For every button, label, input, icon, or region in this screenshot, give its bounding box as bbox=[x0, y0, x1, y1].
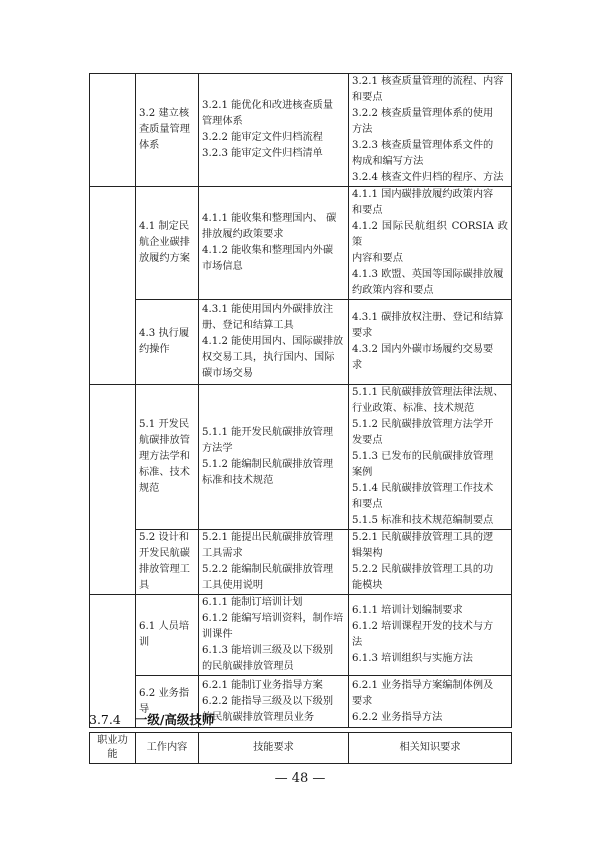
knowledge-cell: 4.1.1 国内碳排放履约政策内容 和要点 4.1.2 国际民航组织 CORSIA 政策 内容和要点 4.1.3 欧盟、英国等国际碳排放履 约政策内容和要点 bbox=[349, 187, 512, 300]
table-row bbox=[90, 385, 512, 530]
knowledge-cell: 5.1.1 民航碳排放管理法律法规、 行业政策、标准、技术规范 5.1.2 民航碳排放管理方法学开 发要点 5.1.3 已发布的民航碳排放管理 案例 5.1.4 民航碳排放管理工作技术 和要点 5.1.5 标准和技术规范编制要点 bbox=[349, 385, 512, 530]
work-content-cell: 6.1 人员培 训 bbox=[136, 595, 199, 676]
knowledge-cell: 6.1.1 培训计划编制要求 6.1.2 培训课程开发的技术与方 法 6.1.3 培训组织与实施方法 bbox=[349, 595, 512, 676]
work-content-cell: 6.2 业务指 导 bbox=[136, 676, 199, 728]
work-content-cell: 4.3 执行履 约操作 bbox=[136, 300, 199, 385]
table-row bbox=[90, 530, 512, 595]
header-skill: 技能要求 bbox=[199, 733, 349, 764]
requirements-table bbox=[89, 73, 512, 728]
header-work-content: 工作内容 bbox=[136, 733, 199, 764]
section-heading bbox=[89, 710, 214, 728]
function-cell bbox=[90, 74, 136, 187]
knowledge-cell: 6.2.1 业务指导方案编制体例及 要求 6.2.2 业务指导方法 bbox=[349, 676, 512, 728]
section-title: 一级/高级技师 bbox=[134, 712, 215, 727]
knowledge-cell: 3.2.1 核查质量管理的流程、内容 和要点 3.2.2 核查质量管理体系的使用 方法 3.2.3 核查质量管理体系文件的 构成和编写方法 3.2.4 核查文件归档的程序、方法 bbox=[349, 74, 512, 187]
function-cell bbox=[90, 595, 136, 728]
skill-cell: 5.1.1 能开发民航碳排放管理 方法学 5.1.2 能编制民航碳排放管理 标准和技术规范 bbox=[199, 385, 349, 530]
table-row bbox=[90, 595, 512, 676]
header-knowledge: 相关知识要求 bbox=[349, 733, 512, 764]
skill-cell: 6.1.1 能制订培训计划 6.1.2 能编写培训资料，制作培 训课件 6.1.3 能培训三级及以下级别 的民航碳排放管理员 bbox=[199, 595, 349, 676]
table-row bbox=[90, 300, 512, 385]
table-row bbox=[90, 74, 512, 187]
knowledge-cell: 4.3.1 碳排放权注册、登记和结算 要求 4.3.2 国内外碳市场履约交易要 求 bbox=[349, 300, 512, 385]
work-content-cell: 5.1 开发民 航碳排放管 理方法学和 标准、技术 规范 bbox=[136, 385, 199, 530]
section-number: 3.7.4 bbox=[89, 712, 121, 727]
skill-cell: 6.2.1 能制订业务指导方案 6.2.2 能指导三级及以下级别 的民航碳排放管理员业务 bbox=[199, 676, 349, 728]
table-header-row bbox=[90, 733, 512, 764]
work-content-cell: 4.1 制定民 航企业碳排 放履约方案 bbox=[136, 187, 199, 300]
skill-cell: 4.1.1 能收集和整理国内、 碳 排放履约政策要求 4.1.2 能收集和整理国内外碳 市场信息 bbox=[199, 187, 349, 300]
table-row bbox=[90, 187, 512, 300]
skill-cell: 5.2.1 能提出民航碳排放管理 工具需求 5.2.2 能编制民航碳排放管理 工具使用说明 bbox=[199, 530, 349, 595]
knowledge-cell: 5.2.1 民航碳排放管理工具的逻 辑架构 5.2.2 民航碳排放管理工具的功 能模块 bbox=[349, 530, 512, 595]
function-cell bbox=[90, 187, 136, 385]
skill-cell: 4.3.1 能使用国内外碳排放注 册、登记和结算工具 4.1.2 能使用国内、国际碳排放 权交易工具，执行国内、国际 碳市场交易 bbox=[199, 300, 349, 385]
header-function: 职业功 能 bbox=[90, 733, 136, 764]
work-content-cell: 5.2 设计和 开发民航碳 排放管理工 具 bbox=[136, 530, 199, 595]
next-table-header bbox=[89, 732, 512, 764]
page-number: — 48 — bbox=[274, 771, 326, 786]
function-cell bbox=[90, 385, 136, 595]
skill-cell: 3.2.1 能优化和改进核查质量 管理体系 3.2.2 能审定文件归档流程 3.2.3 能审定文件归档清单 bbox=[199, 74, 349, 187]
work-content-cell: 3.2 建立核 查质量管理 体系 bbox=[136, 74, 199, 187]
